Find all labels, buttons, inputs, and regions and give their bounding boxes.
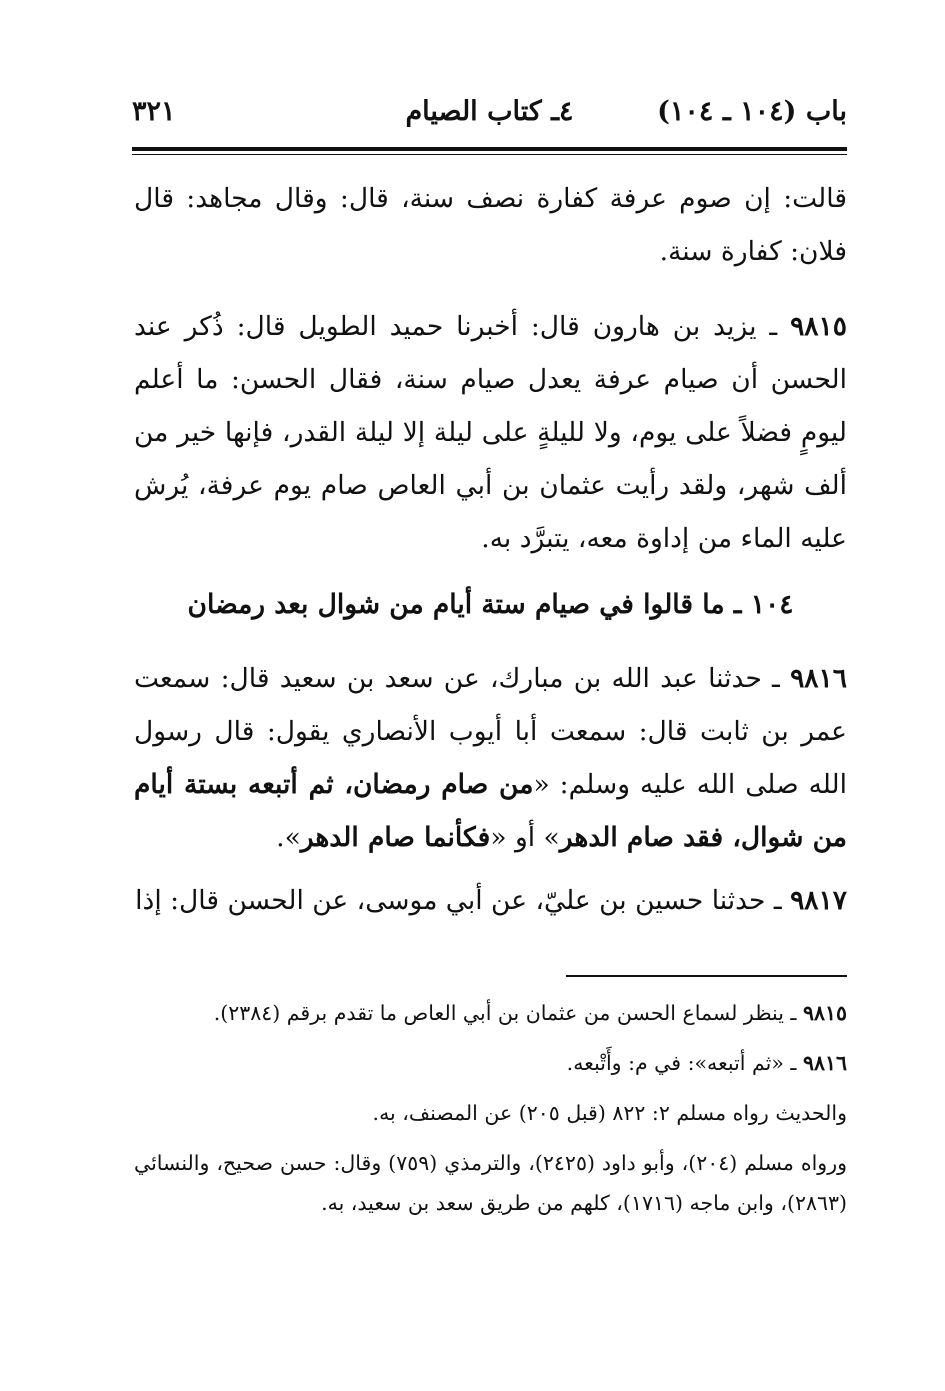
prophetic-quote: فكأنما صام الدهر	[300, 822, 491, 853]
chapter-range: باب (١٠٤ ـ ١٠٤)	[657, 96, 847, 127]
hadith-text: ـ حدثنا عبد الله بن مبارك، عن سعد بن سعيد قال: سمعت عمر بن ثابت قال: سمعت أبا أيوب الأنصاري يقول: قال رسول الله صلى الله عليه وسلم: «	[134, 663, 847, 800]
footnote-9815	[134, 993, 847, 1033]
hadith-text: ».	[276, 822, 301, 853]
hadith-number: ٩٨١٥	[790, 311, 847, 342]
section-title: ١٠٤ ـ ما قالوا في صيام ستة أيام من شوال بعد رمضان	[187, 589, 794, 620]
hadith-9815	[134, 300, 847, 565]
hadith-text: » أو «	[490, 822, 560, 853]
footnote-number: ٩٨١٦	[802, 1051, 847, 1075]
header-rule	[132, 147, 847, 151]
hadith-number: ٩٨١٦	[790, 663, 847, 694]
footnote-number: ٩٨١٥	[802, 1001, 847, 1025]
footnote-separator	[566, 975, 847, 977]
footnote-text: ـ «ثم أتبعه»: في م: وأَتْبعه.	[566, 1051, 803, 1075]
hadith-number: ٩٨١٧	[790, 885, 847, 916]
page-header	[132, 96, 847, 136]
book-title: ٤ـ كتاب الصيام	[405, 96, 574, 127]
hadith-text: ـ حدثنا حسين بن عليّ، عن أبي موسى، عن الحسن قال: إذا	[135, 885, 791, 916]
hadith-9816	[134, 652, 847, 864]
footnote-references: ورواه مسلم (٢٠٤)، وأبو داود (٢٤٢٥)، والترمذي (٧٥٩) وقال: حسن صحيح، والنسائي (٢٨٦٣)، وابن ماجه (١٧١٦)، كلهم من طريق سعد بن سعيد، به.	[134, 1151, 848, 1215]
prophetic-quote: من صام رمضان، ثم أتبعه بستة أيام من شوال، فقد صام الدهر	[134, 769, 847, 853]
header-rule-thin	[132, 154, 847, 155]
page-number: ٣٢١	[132, 96, 176, 127]
paragraph-continuation: قالت: إن صوم عرفة كفارة نصف سنة، قال: وقال مجاهد: قال فلان: كفارة سنة.	[134, 183, 847, 267]
hadith-9817	[134, 874, 847, 927]
footnote-text: ـ ينظر لسماع الحسن من عثمان بن أبي العاص ما تقدم برقم (٢٣٨٤).	[213, 1001, 803, 1025]
footnote-9816	[134, 1043, 847, 1083]
hadith-text: ـ يزيد بن هارون قال: أخبرنا حميد الطويل قال: ذُكر عند الحسن أن صيام عرفة يعدل صيام سنة، فقال الحسن: ما أعلم ليومٍ فضلاً على يوم، ولا لليلةٍ على ليلة إلا ليلة القدر، فإنها خير من ألف شهر، ولقد رأيت عثمان بن أبي العاص صام يوم عرفة، يُرش عليه الماء من إداوة معه، يتبرَّد به.	[134, 311, 847, 554]
footnote-source: والحديث رواه مسلم ٢: ٨٢٢ (قبل ٢٠٥) عن المصنف، به.	[372, 1101, 847, 1125]
footnotes	[134, 993, 847, 1233]
